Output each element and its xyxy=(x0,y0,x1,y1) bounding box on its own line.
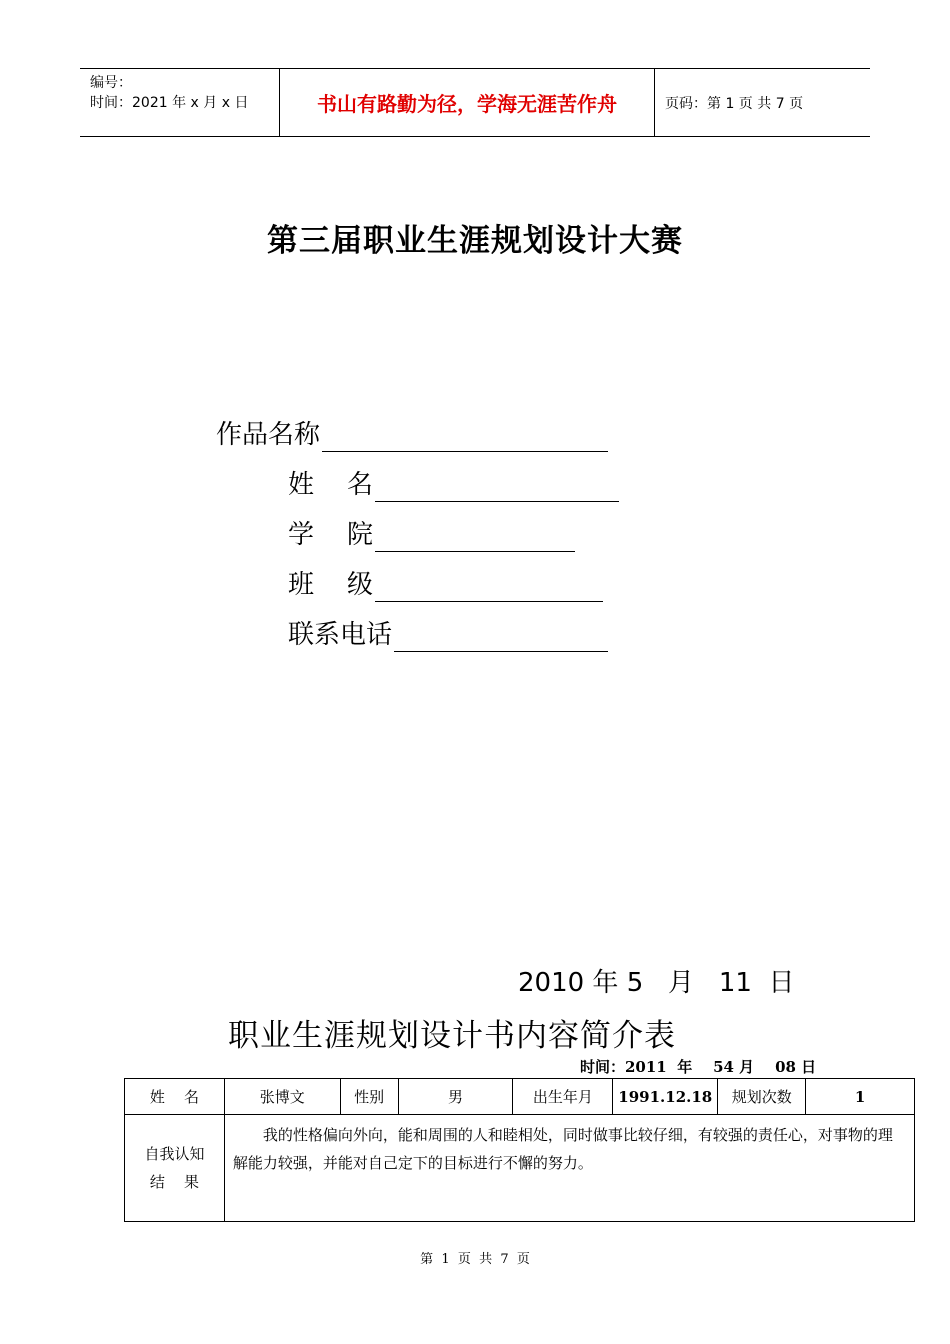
field-class-blank[interactable] xyxy=(375,575,603,602)
summary-title: 职业生涯规划设计书内容简介表 xyxy=(228,1018,676,1054)
summary-table xyxy=(124,1078,915,1222)
self-cognition-label-cell xyxy=(125,1115,225,1222)
field-class-label: 班 级 xyxy=(288,570,374,600)
self-cognition-description: 我的性格偏向外向，能和周围的人和睦相处，同时做事比较仔细，有较强的责任心，对事物的理解能力较强，并能对自己定下的目标进行不懈的努力。 xyxy=(224,1115,914,1222)
gender-label-cell: 性别 xyxy=(340,1079,398,1115)
document-title: 第三届职业生涯规划设计大赛 xyxy=(267,223,683,259)
birth-value-cell: 1991.12.18 xyxy=(613,1079,718,1115)
page-footer: 第 1 页 共 7 页 xyxy=(420,1252,530,1267)
field-class xyxy=(288,568,603,602)
header-page-info: 页码：第 1 页 共 7 页 xyxy=(665,95,804,112)
field-phone xyxy=(288,618,608,652)
field-college-blank[interactable] xyxy=(375,525,575,552)
self-cognition-label-line1: 自我认知 xyxy=(144,1145,205,1163)
field-name-label: 姓 名 xyxy=(288,470,374,500)
page-header xyxy=(80,68,870,137)
field-work-name-label: 作品名称 xyxy=(216,420,321,450)
plan-value-cell: 1 xyxy=(806,1079,915,1115)
field-name xyxy=(288,468,619,502)
header-number: 编号： xyxy=(90,75,132,91)
field-college-label: 学 院 xyxy=(288,520,374,550)
name-label-cell: 姓 名 xyxy=(125,1079,225,1115)
field-work-name xyxy=(216,418,608,452)
plan-label-cell: 规划次数 xyxy=(718,1079,806,1115)
birth-label-cell: 出生年月 xyxy=(513,1079,613,1115)
field-college xyxy=(288,518,575,552)
self-cognition-label-line2: 结 果 xyxy=(149,1173,199,1191)
gender-value-cell: 男 xyxy=(398,1079,513,1115)
name-value-cell: 张博文 xyxy=(224,1079,340,1115)
summary-time: 时间：2011 年 54 月 08 日 xyxy=(580,1058,817,1076)
table-row xyxy=(125,1115,915,1222)
header-motto: 书山有路勤为径，学海无涯苦作舟 xyxy=(280,69,655,136)
header-meta xyxy=(80,69,280,136)
field-phone-blank[interactable] xyxy=(394,625,608,652)
submission-date: 2010 年 5 月 11 日 xyxy=(518,968,795,998)
field-name-blank[interactable] xyxy=(375,475,619,502)
field-phone-label: 联系电话 xyxy=(288,620,393,650)
header-time: 时间：2021 年 x 月 x 日 xyxy=(90,95,249,111)
table-row xyxy=(125,1079,915,1115)
field-work-name-blank[interactable] xyxy=(322,425,608,452)
